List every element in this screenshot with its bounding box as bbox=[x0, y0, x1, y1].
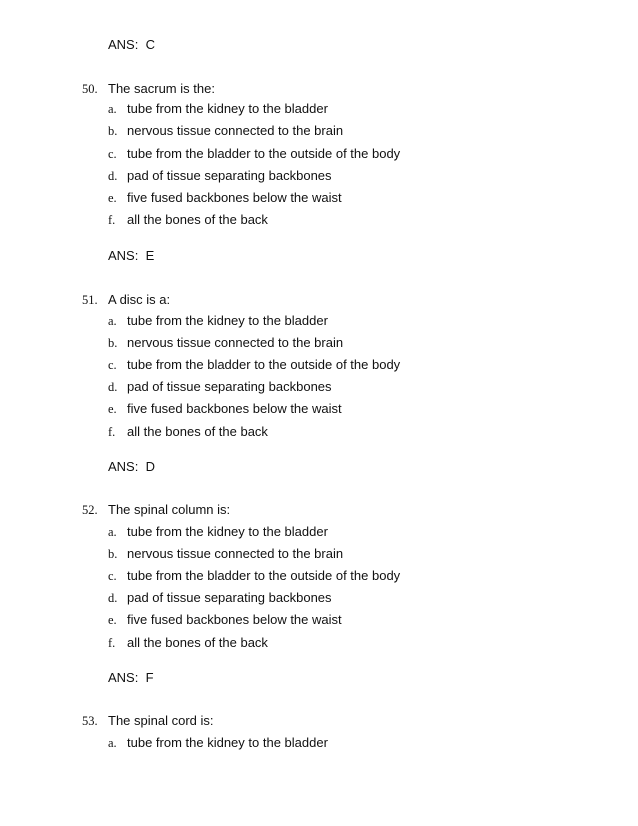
previous-answer bbox=[108, 38, 155, 51]
option-text: five fused backbones below the waist bbox=[127, 401, 342, 416]
answer-line bbox=[108, 249, 154, 262]
option-letter: c. bbox=[108, 569, 117, 583]
option-text: pad of tissue separating backbones bbox=[127, 590, 332, 605]
option-text: all the bones of the back bbox=[127, 212, 268, 227]
option-letter: f. bbox=[108, 213, 116, 227]
option-letter: d. bbox=[108, 380, 118, 394]
answer-value: E bbox=[145, 248, 155, 263]
option-letter: d. bbox=[108, 591, 118, 605]
option-letter: a. bbox=[108, 525, 117, 539]
answer-line bbox=[108, 671, 154, 684]
answer-label: ANS: bbox=[108, 37, 139, 52]
question-number: 51. bbox=[82, 293, 98, 307]
option-text: all the bones of the back bbox=[127, 635, 268, 650]
option-letter: b. bbox=[108, 124, 118, 138]
question-stem: A disc is a: bbox=[108, 292, 171, 307]
option-letter: b. bbox=[108, 336, 118, 350]
option-text: tube from the bladder to the outside of the body bbox=[127, 357, 401, 372]
option-letter: e. bbox=[108, 402, 117, 416]
option-text: nervous tissue connected to the brain bbox=[127, 335, 344, 350]
option-letter: e. bbox=[108, 191, 117, 205]
option-letter: e. bbox=[108, 613, 117, 627]
option-text: tube from the kidney to the bladder bbox=[127, 313, 328, 328]
option-text: tube from the kidney to the bladder bbox=[127, 735, 328, 750]
question-stem: The sacrum is the: bbox=[108, 81, 215, 96]
option-letter: b. bbox=[108, 547, 118, 561]
option-text: tube from the kidney to the bladder bbox=[127, 524, 328, 539]
answer-label: ANS: bbox=[108, 248, 139, 263]
question-stem: The spinal cord is: bbox=[108, 713, 214, 728]
option-text: tube from the bladder to the outside of the body bbox=[127, 568, 401, 583]
option-text: five fused backbones below the waist bbox=[127, 190, 342, 205]
option-letter: a. bbox=[108, 314, 117, 328]
option-text: nervous tissue connected to the brain bbox=[127, 546, 344, 561]
option-letter: a. bbox=[108, 736, 117, 750]
option-text: tube from the kidney to the bladder bbox=[127, 101, 328, 116]
option-letter: f. bbox=[108, 636, 116, 650]
option-letter: c. bbox=[108, 358, 117, 372]
answer-line bbox=[108, 460, 155, 473]
option-letter: d. bbox=[108, 169, 118, 183]
answer-label: ANS: bbox=[108, 459, 139, 474]
answer-value: D bbox=[145, 459, 155, 474]
option-text: five fused backbones below the waist bbox=[127, 612, 342, 627]
option-text: nervous tissue connected to the brain bbox=[127, 123, 344, 138]
answer-value: C bbox=[145, 37, 155, 52]
option-letter: c. bbox=[108, 147, 117, 161]
answer-label: ANS: bbox=[108, 670, 139, 685]
question-number: 50. bbox=[82, 82, 98, 96]
question-number: 52. bbox=[82, 503, 98, 517]
option-letter: f. bbox=[108, 425, 116, 439]
option-text: all the bones of the back bbox=[127, 424, 268, 439]
option-text: pad of tissue separating backbones bbox=[127, 379, 332, 394]
answer-value: F bbox=[145, 670, 154, 685]
question-stem: The spinal column is: bbox=[108, 502, 231, 517]
question-number: 53. bbox=[82, 714, 98, 728]
option-text: tube from the bladder to the outside of the body bbox=[127, 146, 401, 161]
option-text: pad of tissue separating backbones bbox=[127, 168, 332, 183]
option-letter: a. bbox=[108, 102, 117, 116]
